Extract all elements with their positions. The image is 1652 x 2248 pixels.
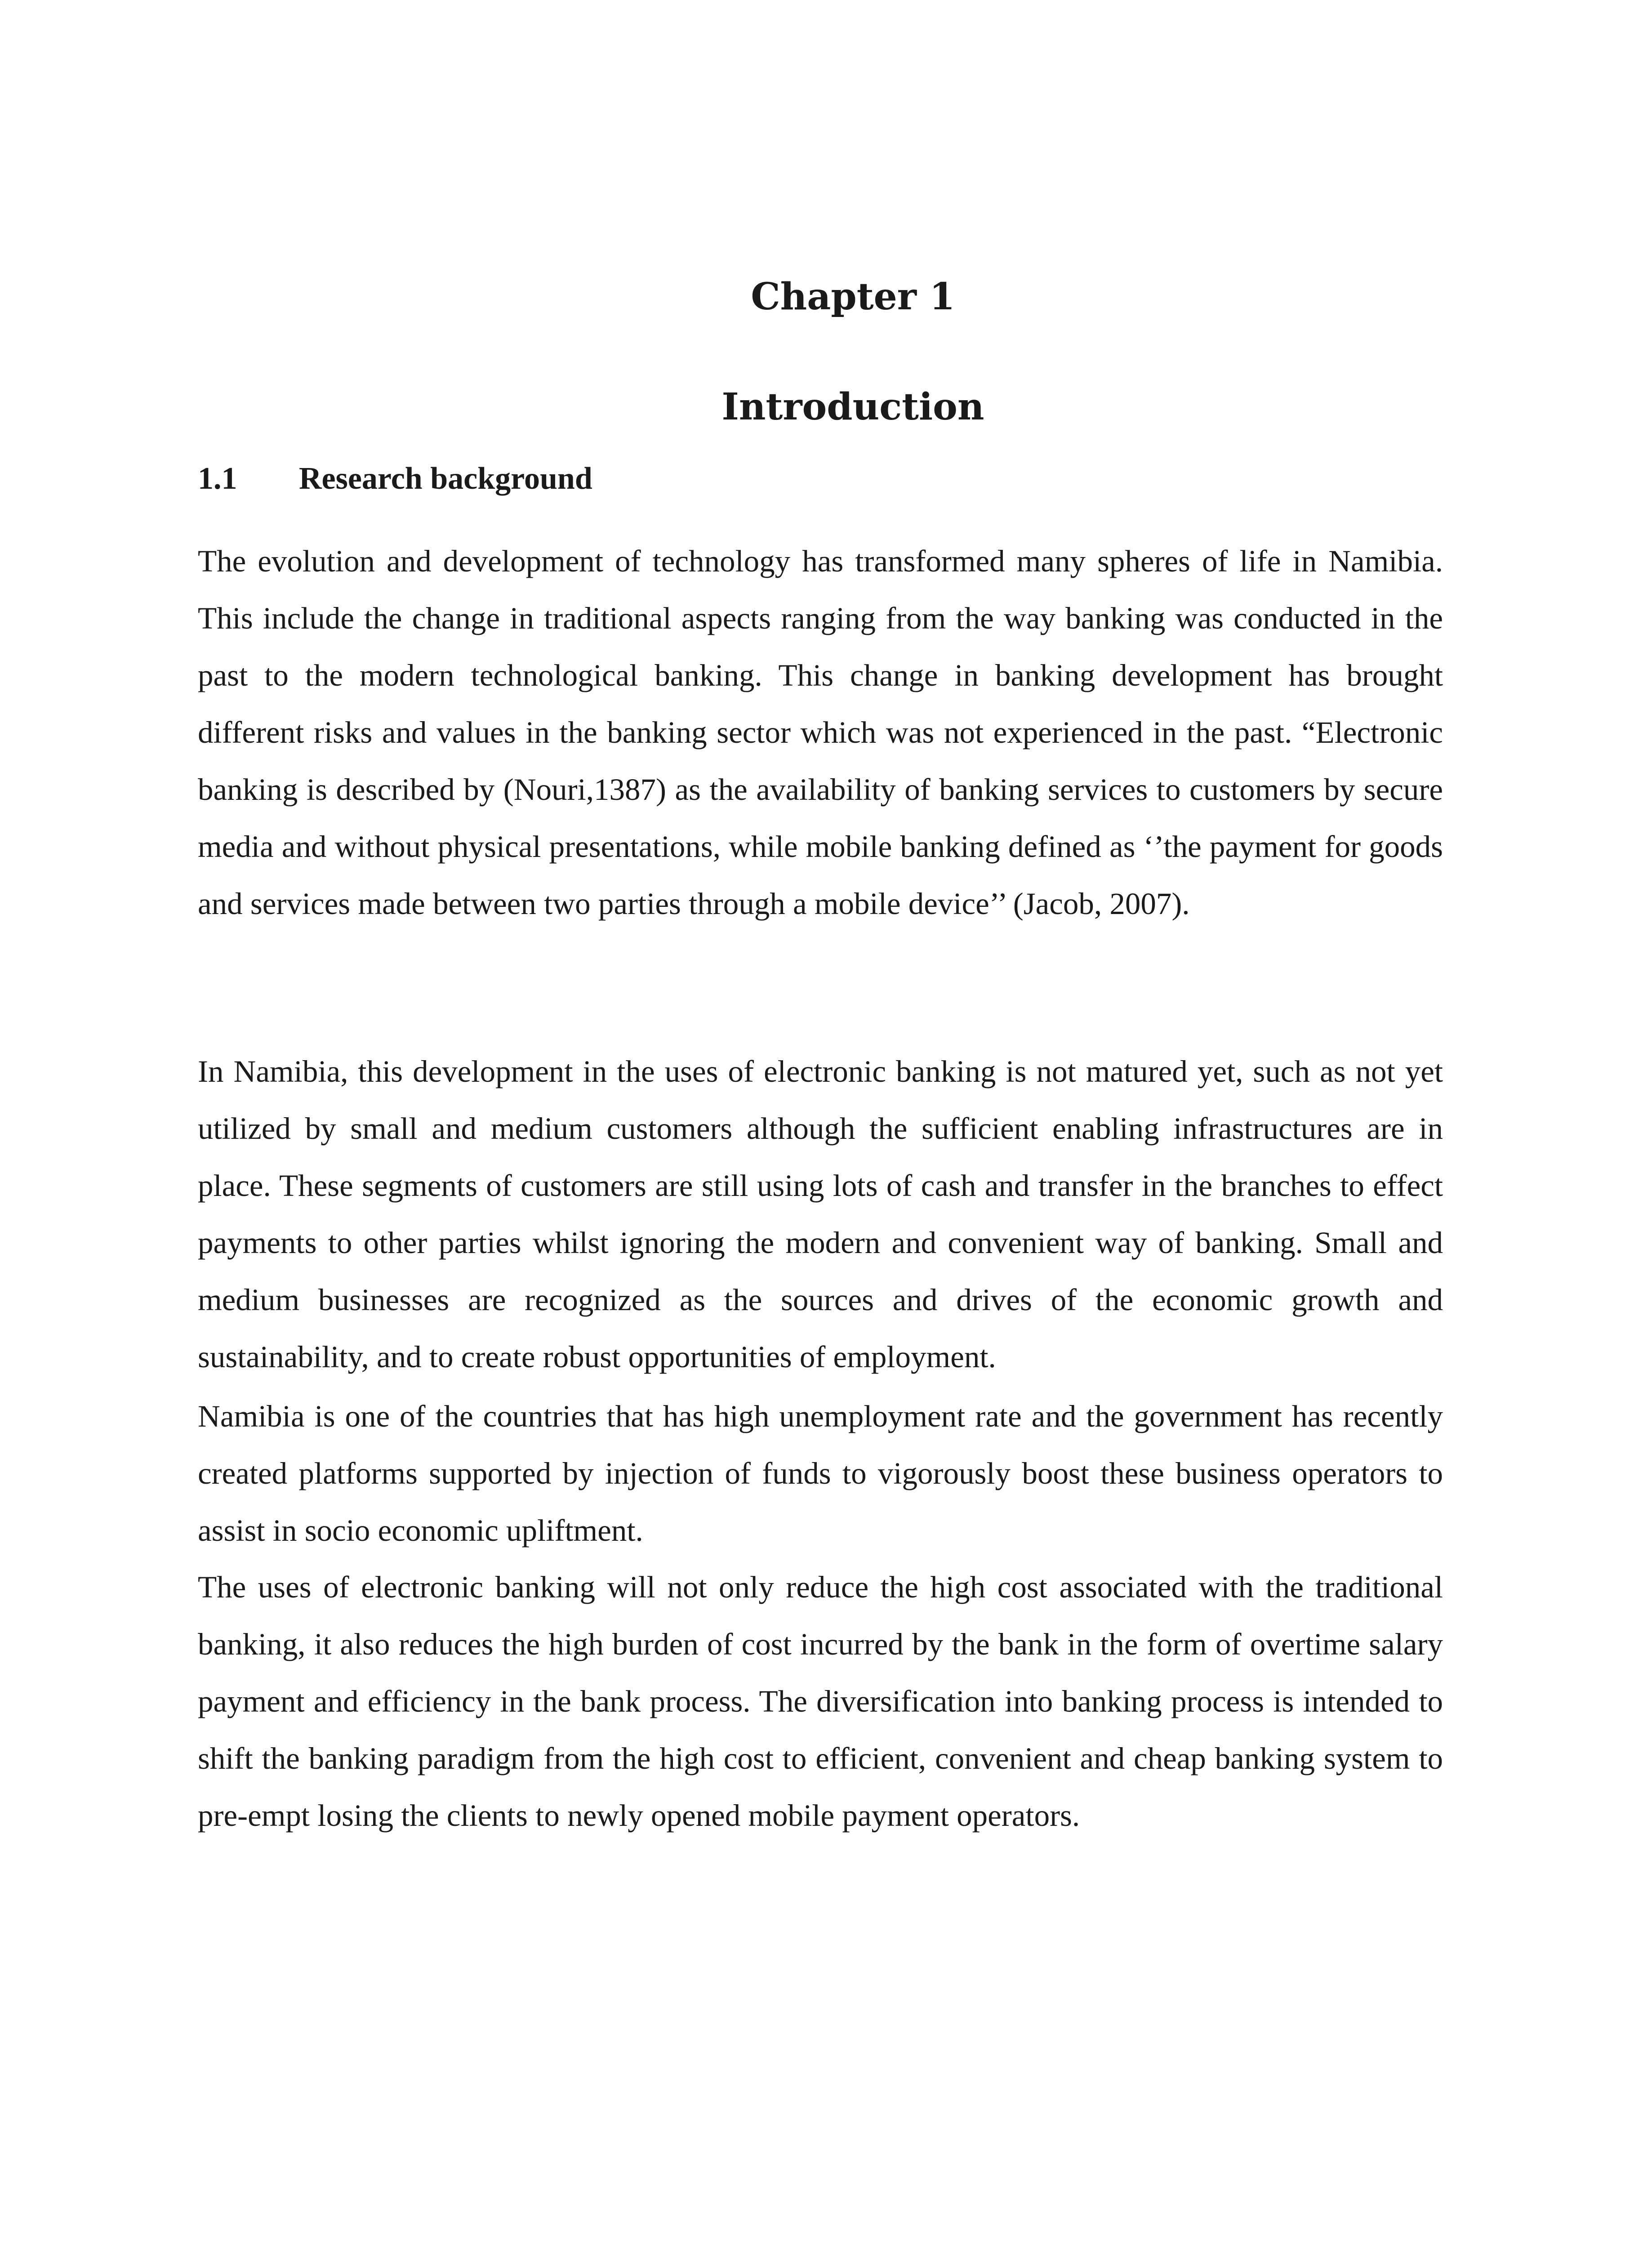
body-paragraph: The evolution and development of technology has transformed many spheres of life in Namibia. This include the change in traditional aspects ranging from the way banking was conducted in the past to the modern technological banking. This change in banking development has brought different risks and values in the banking sector which was not experienced in the past. “Electronic banking is described by (Nouri,1387) as the availability of banking services to customers by secure media and without physical presentations, while mobile banking defined as ‘’the payment for goods and services made between two parties through a mobile device’’ (Jacob, 2007). (198, 544, 1443, 921)
body-paragraph: In Namibia, this development in the uses of electronic banking is not matured yet, such as not yet utilized by small and medium customers although the sufficient enabling infrastructures are in place. These segments of customers are still using lots of cash and transfer in the branches to effect payments to other parties whilst ignoring the modern and convenient way of banking. Small and medium businesses are recognized as the sources and drives of the economic growth and sustainability, and to create robust opportunities of employment. (198, 1054, 1443, 1374)
section-number: 1.1 (198, 461, 237, 496)
section-heading (198, 454, 592, 504)
chapter-title: Introduction (721, 385, 984, 428)
body-paragraph: Namibia is one of the countries that has high unemployment rate and the government has recently created platforms supported by injection of funds to vigorously boost these business operators to assist in socio economic upliftment. (198, 1399, 1443, 1548)
body-paragraph: The uses of electronic banking will not only reduce the high cost associated with the traditional banking, it also reduces the high burden of cost incurred by the bank in the form of overtime salary payment and efficiency in the bank process. The diversification into banking process is intended to shift the banking paradigm from the high cost to efficient, convenient and cheap banking system to pre-empt losing the clients to newly opened mobile payment operators. (198, 1570, 1443, 1833)
page-number (0, 2244, 1652, 2248)
section-title: Research background (299, 461, 592, 496)
chapter-number: Chapter 1 (751, 275, 955, 318)
